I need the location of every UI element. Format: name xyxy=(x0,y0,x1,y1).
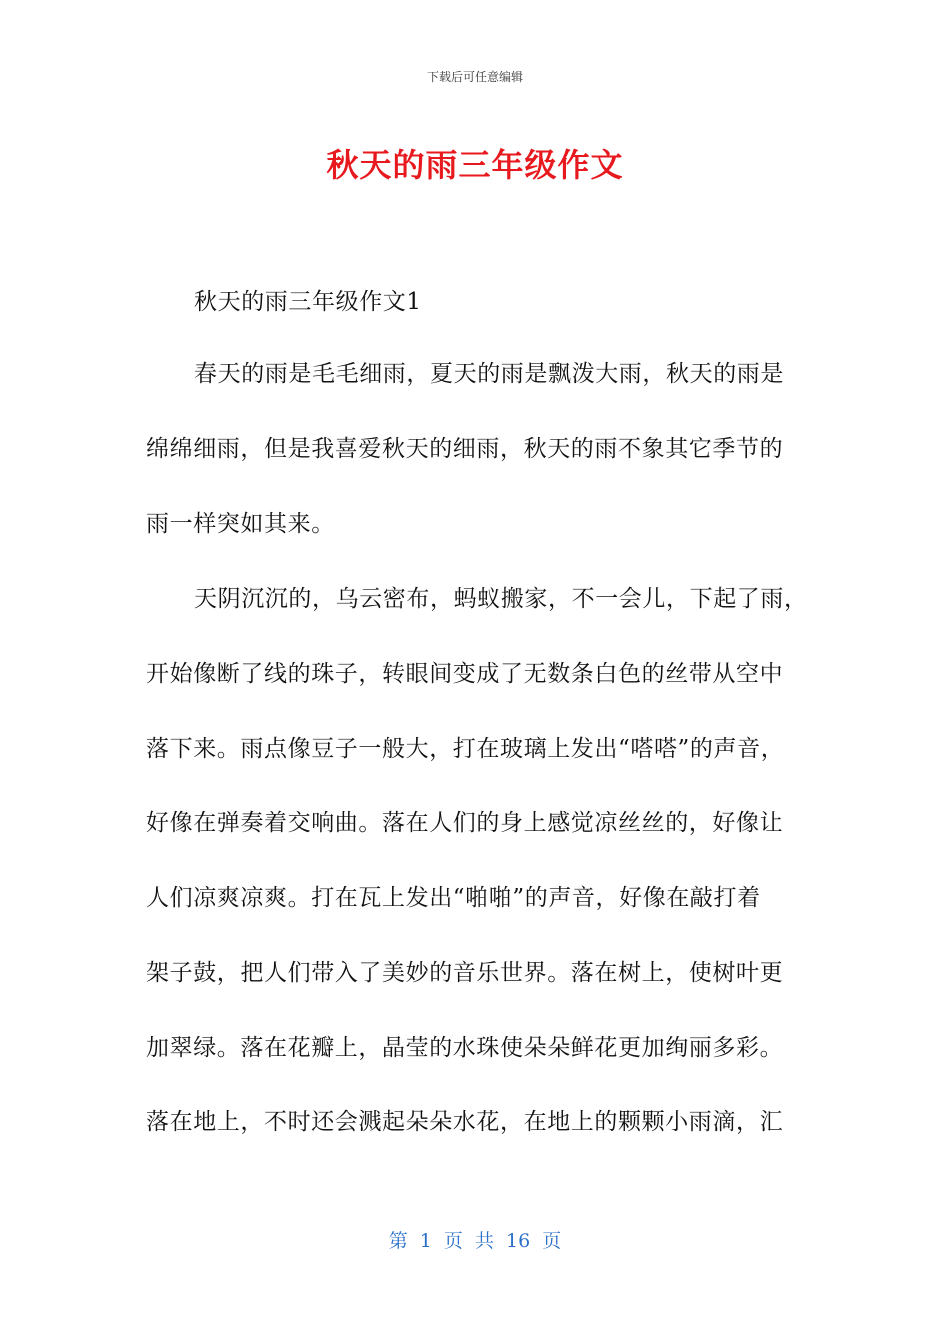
paragraph-line: 天阴沉沉的，乌云密布，蚂蚁搬家，不一会儿，下起了雨， xyxy=(194,586,808,612)
section-heading: 秋天的雨三年级作文1 xyxy=(194,289,422,315)
paragraph-line: 春天的雨是毛毛细雨，夏天的雨是飘泼大雨，秋天的雨是 xyxy=(194,361,784,387)
paragraph-line: 开始像断了线的珠子，转眼间变成了无数条白色的丝带从空中 xyxy=(146,661,784,687)
document-title: 秋天的雨三年级作文 xyxy=(326,146,624,184)
paragraph-line: 架子鼓，把人们带入了美妙的音乐世界。落在树上，使树叶更 xyxy=(146,960,784,986)
paragraph-line: 好像在弹奏着交响曲。落在人们的身上感觉凉丝丝的，好像让 xyxy=(146,810,784,836)
paragraph-line: 人们凉爽凉爽。打在瓦上发出“啪啪”的声音，好像在敲打着 xyxy=(146,885,761,911)
paragraph-line: 落下来。雨点像豆子一般大，打在玻璃上发出“嗒嗒”的声音， xyxy=(146,736,785,762)
header-note: 下载后可任意编辑 xyxy=(426,70,523,84)
paragraph-line: 雨一样突如其来。 xyxy=(146,511,335,537)
paragraph-line: 落在地上，不时还会溅起朵朵水花，在地上的颗颗小雨滴，汇 xyxy=(146,1109,784,1135)
page-number-footer: 第 1 页 共 16 页 xyxy=(388,1230,562,1252)
paragraph-line: 绵绵细雨，但是我喜爱秋天的细雨，秋天的雨不象其它季节的 xyxy=(146,436,784,462)
paragraph-line: 加翠绿。落在花瓣上，晶莹的水珠使朵朵鲜花更加绚丽多彩。 xyxy=(146,1035,784,1061)
